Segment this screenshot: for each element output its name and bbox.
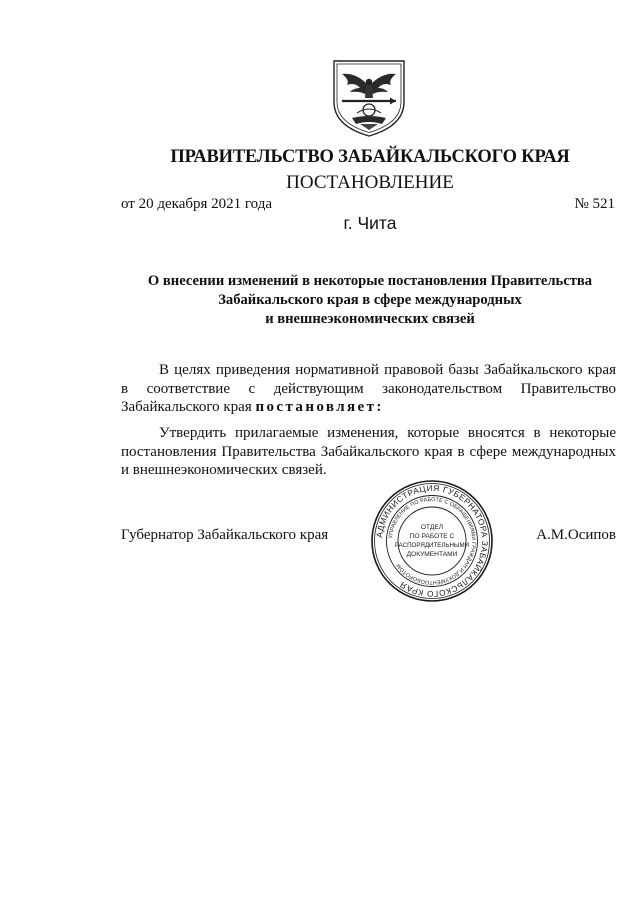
subject-line: Забайкальского края в сфере международных (218, 292, 522, 308)
document-number: № 521 (574, 196, 615, 212)
stamp-center-line: ДОКУМЕНТАМИ (406, 551, 458, 558)
subject-line: и внешнеэкономических связей (265, 311, 475, 327)
resolves-keyword: постановляет: (255, 399, 384, 415)
body-paragraph-preamble (121, 361, 616, 417)
coat-of-arms-icon (330, 58, 408, 138)
signer-role: Губернатор Забайкальского края (121, 527, 329, 543)
stamp-center-line: ОТДЕЛ (420, 524, 444, 531)
round-seal-icon (369, 478, 495, 604)
document-date: от 20 декабря 2021 года (121, 196, 273, 212)
document-subject (120, 272, 620, 329)
stamp-inner-ring-text: УПРАВЛЕНИЕ ПО РАБОТЕ С ОБРАЩЕНИЯМИ ГРАЖДАН И ДОКУМЕНТООБОРОТОМ (388, 496, 477, 586)
subject-line: О внесении изменений в некоторые постановления Правительства (147, 273, 593, 289)
document-type: ПОСТАНОВЛЕНИЕ (286, 172, 454, 193)
preamble-text: В целях приведения нормативной правовой базы Забайкальского края в соответствие с действующим законодательством Правительство Забайкальского края (121, 362, 616, 415)
body-paragraph-resolution: Утвердить прилагаемые изменения, которые вносятся в некоторые постановления Правительства Забайкальского края в сфере международных и внешнеэкономических связей. (121, 425, 616, 478)
document-city: г. Чита (343, 213, 397, 233)
stamp-center-line: ПО РАБОТЕ С (409, 533, 455, 540)
stamp-ring-text: АДМИНИСТРАЦИЯ ГУБЕРНАТОРА ЗАБАЙКАЛЬСКОГО КРАЯ (374, 482, 491, 600)
stamp-center-line: РАСПОРЯДИТЕЛЬНЫМИ (394, 542, 470, 549)
signer-name: А.М.Осипов (536, 527, 616, 543)
organization-title: ПРАВИТЕЛЬСТВО ЗАБАЙКАЛЬСКОГО КРАЯ (170, 147, 570, 167)
